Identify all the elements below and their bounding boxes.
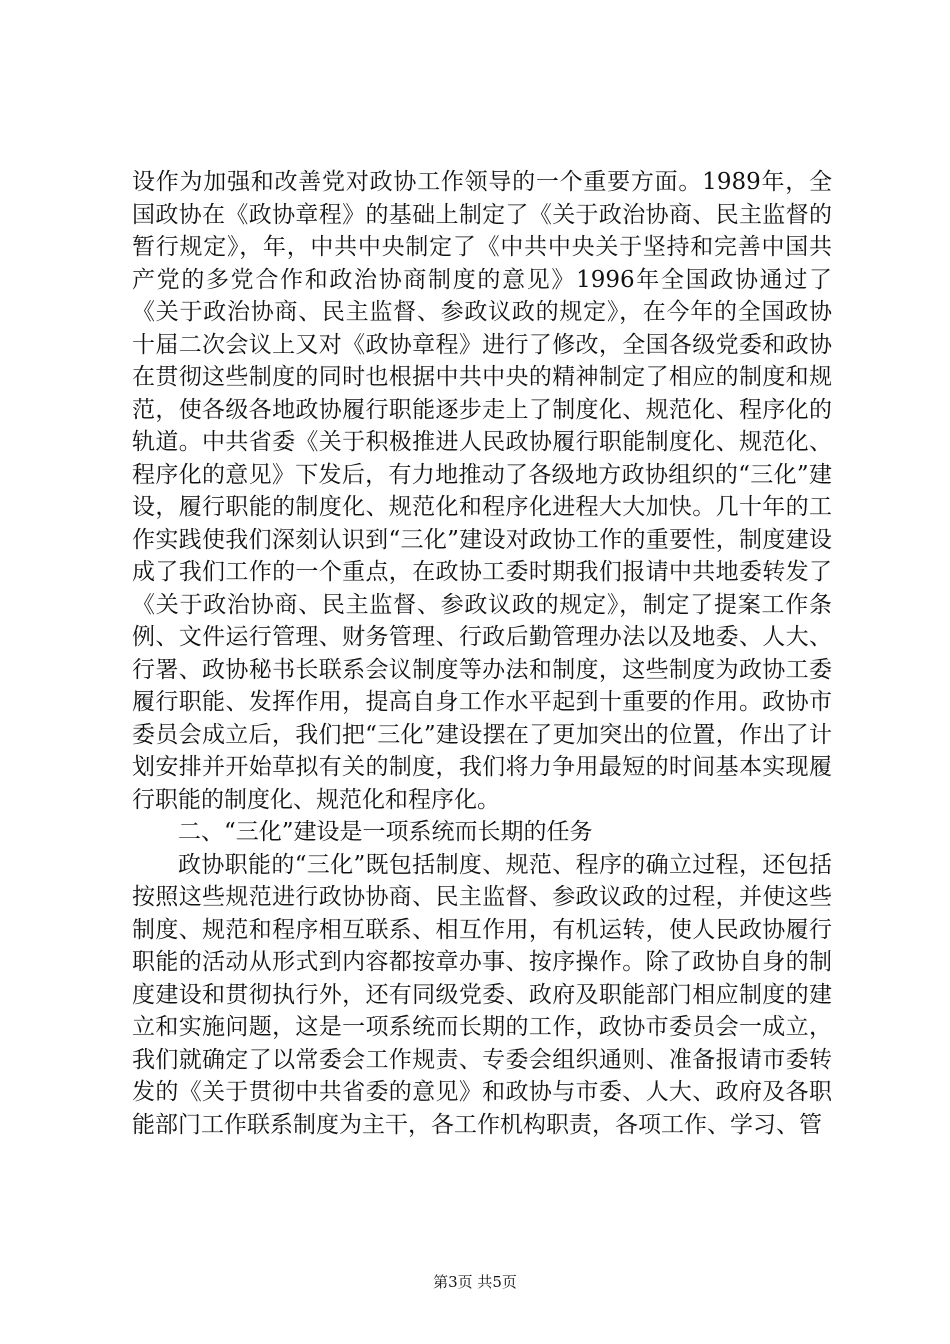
paragraph-3: 政协职能的“三化”既包括制度、规范、程序的确立过程，还包括按照这些规范进行政协协商、民主监督、参政议政的过程，并使这些制度、规范和程序相互联系、相互作用，有机运转，使人民政协履行职能的活动从形式到内容都按章办事、按序操作。除了政协自身的制度建设和贯彻执行外，还有同级党委、政府及职能部门相应制度的建立和实施问题，这是一项系统而长期的工作，政协市委员会一成立，我们就确定了以常委会工作规责、专委会组织通则、准备报请市委转发的《关于贯彻中共省委的意见》和政协与市委、人大、政府及各职能部门工作联系制度为主干，各工作机构职责，各项工作、学习、管 xyxy=(132,851,832,1138)
paragraph-1: 设作为加强和改善党对政协工作领导的一个重要方面。1989年，全国政协在《政协章程》的基础上制定了《关于政治协商、民主监督的暂行规定》，年，中共中央制定了《中共中央关于坚持和完善中国共产党的多党合作和政治协商制度的意见》1996年全国政协通过了《关于政治协商、民主监督、参政议政的规定》，在今年的全国政协十届二次会议上又对《政协章程》进行了修改，全国各级党委和政协在贯彻这些制度的同时也根据中共中央的精神制定了相应的制度和规范，使各级各地政协履行职能逐步走上了制度化、规范化、程序化的轨道。中共省委《关于积极推进人民政协履行职能制度化、规范化、程序化的意见》下发后，有力地推动了各级地方政协组织的“三化”建设，履行职能的制度化、规范化和程序化进程大大加快。几十年的工作实践使我们深刻认识到“三化”建设对政协工作的重要性，制度建设成了我们工作的一个重点，在政协工委时期我们报请中共地委转发了《关于政治协商、民主监督、参政议政的规定》，制定了提案工作条例、文件运行管理、财务管理、行政后勤管理办法以及地委、人大、行署、政协秘书长联系会议制度等办法和制度，这些制度为政协工委履行职能、发挥作用，提高自身工作水平起到十重要的作用。政协市委员会成立后，我们把“三化”建设摆在了更加突出的位置，作出了计划安排并开始草拟有关的制度，我们将力争用最短的时间基本实现履行职能的制度化、规范化和程序化。 xyxy=(132,169,832,813)
section-heading-2: 二、“三化”建设是一项系统而长期的任务 xyxy=(178,819,593,845)
document-body xyxy=(132,166,832,1141)
page-footer: 第3页 共5页 xyxy=(433,1273,517,1291)
